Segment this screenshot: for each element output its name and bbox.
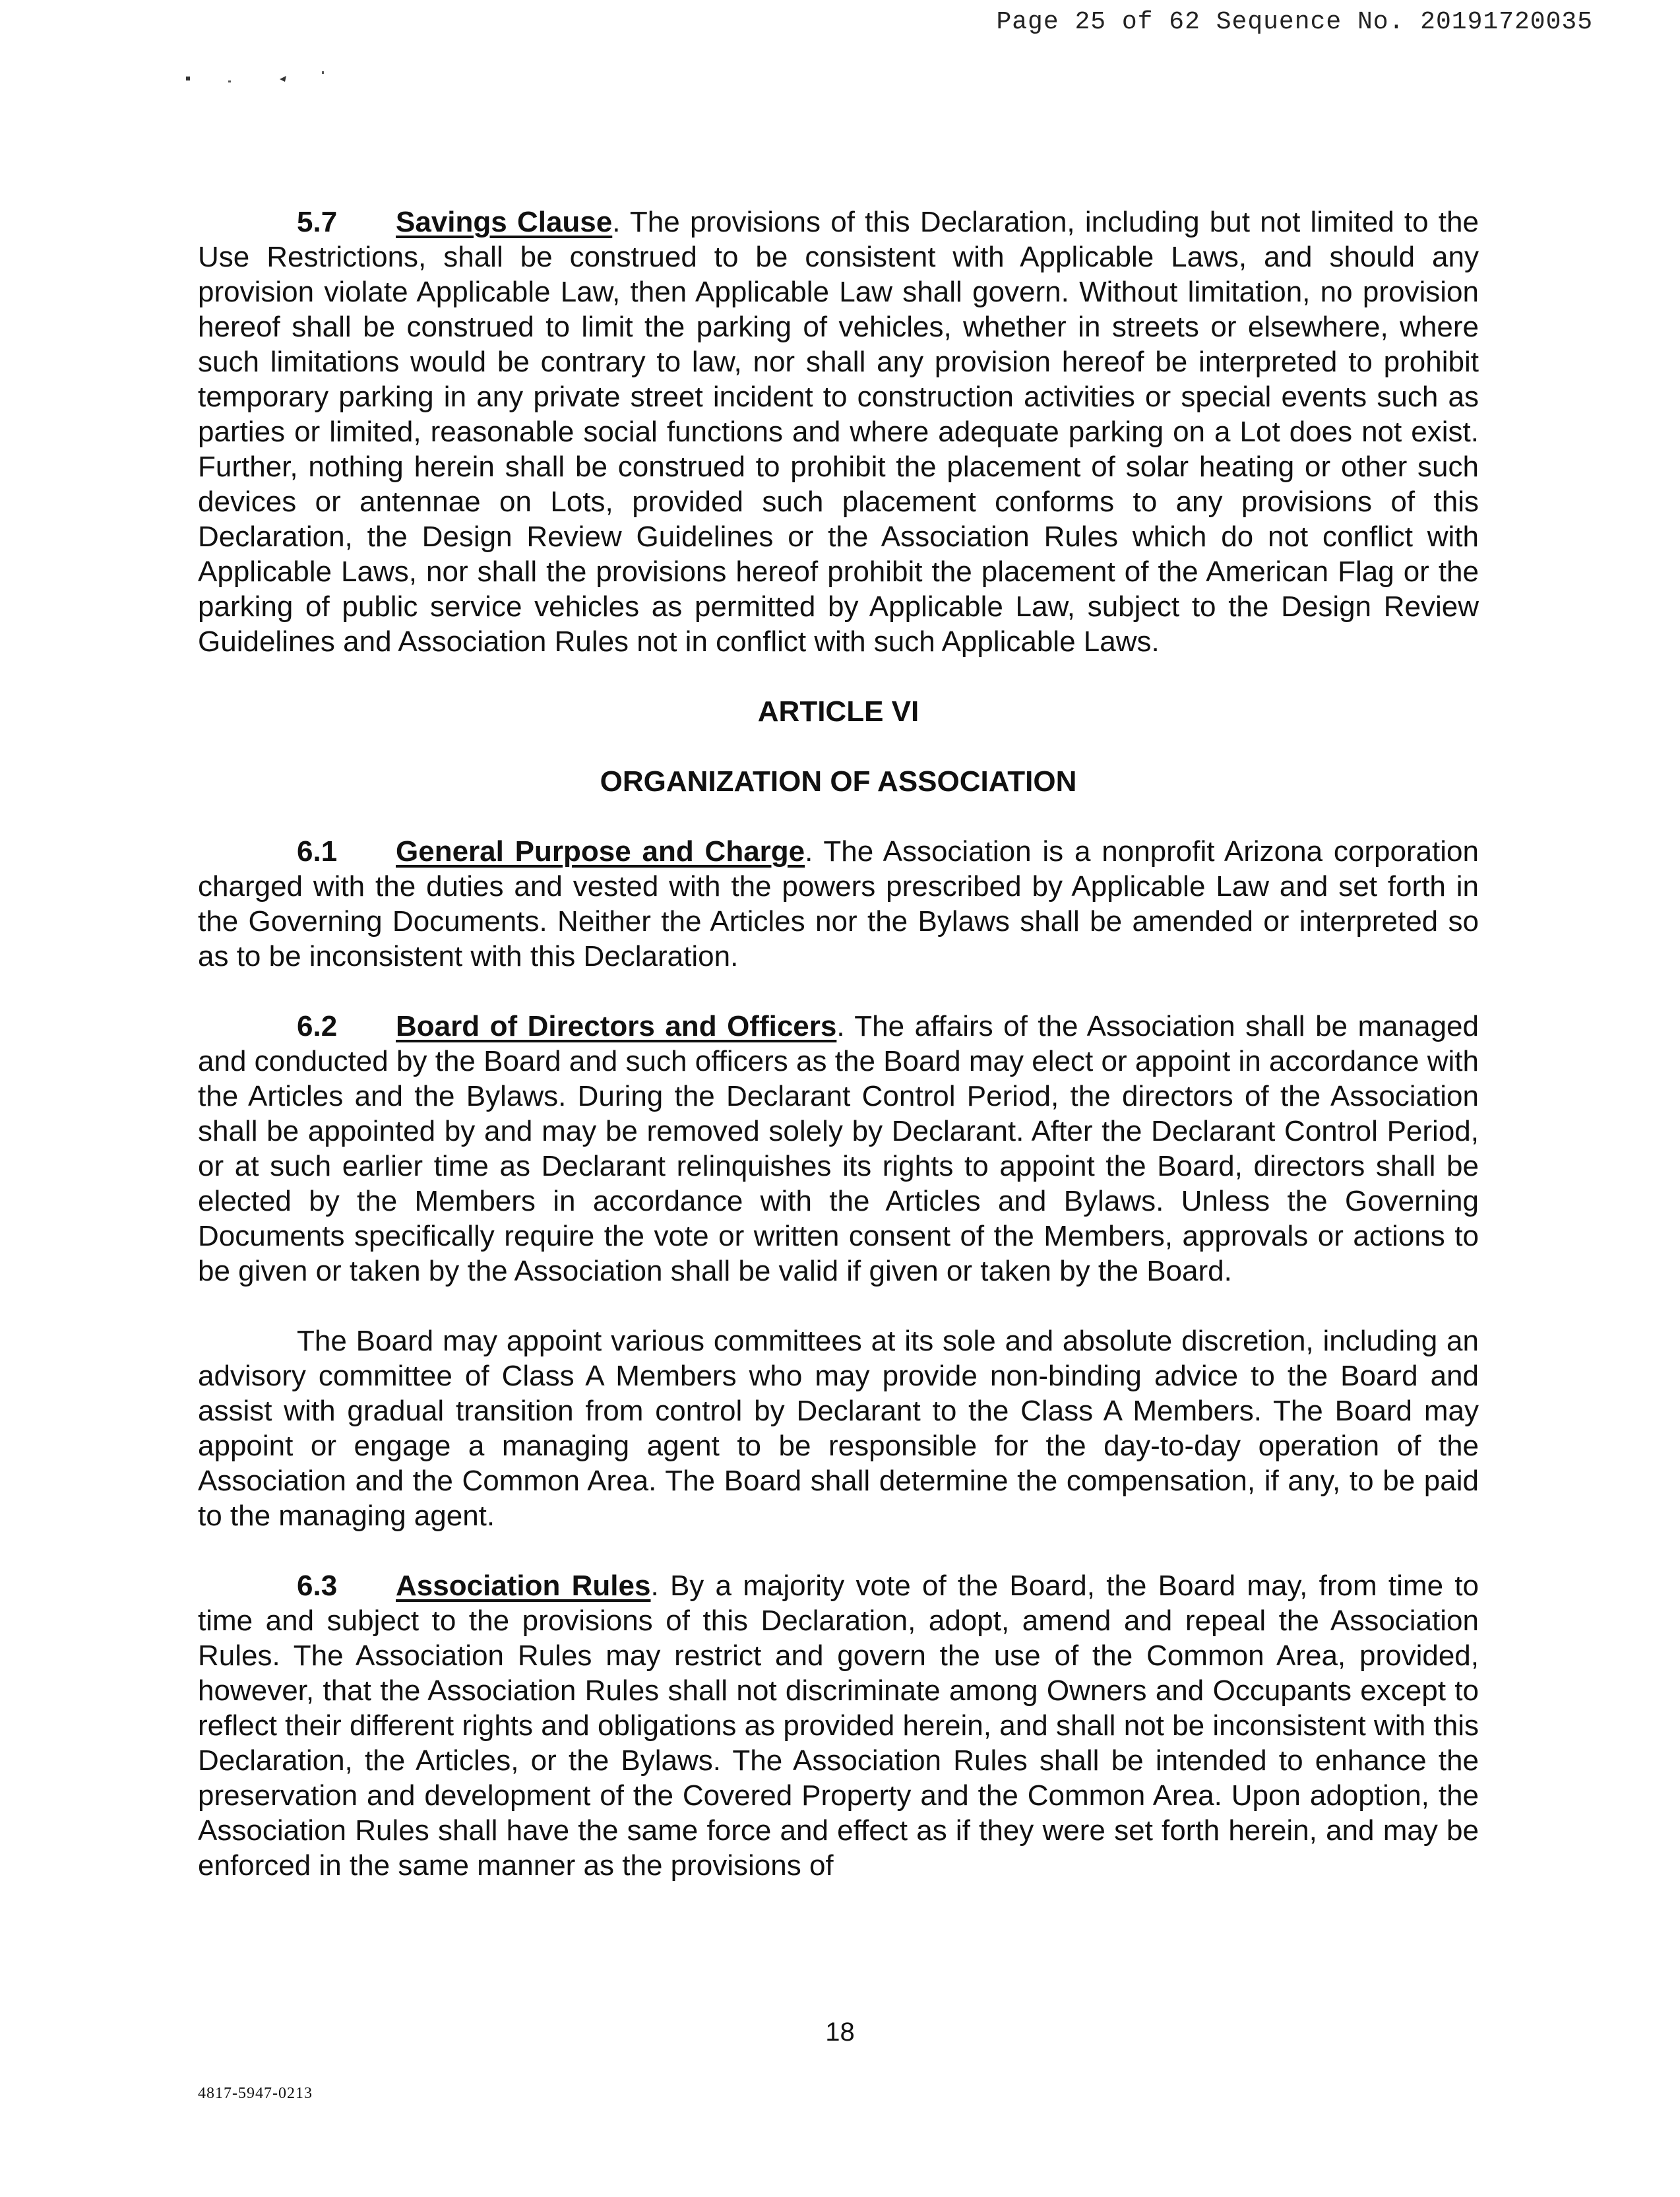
sequence-stamp: Page 25 of 62 Sequence No. 20191720035	[996, 8, 1593, 36]
section-6-1	[198, 834, 1479, 974]
section-heading: Savings Clause	[396, 206, 613, 238]
section-heading: Association Rules	[396, 1570, 651, 1602]
section-text: . The Association is a nonprofit Arizona corporation charged with the duties and vested with the powers prescribed by Applicable Law and set forth in the Governing Documents. Neither the Articles nor the Bylaws shall be amended or interpreted so as to be inconsistent with this Declaration.	[198, 835, 1479, 972]
section-number: 6.2	[297, 1010, 338, 1042]
section-6-2	[198, 1009, 1479, 1289]
document-body	[198, 205, 1479, 1918]
section-text: . The provisions of this Declaration, including but not limited to the Use Restrictions, shall be construed to be consistent with Applicable Laws, and should any provision violate Applicable Law, then Applicable Law shall govern. Without limitation, no provision hereof shall be construed to limit the parking of vehicles, whether in streets or elsewhere, where such limitations would be contrary to law, nor shall any provision hereof be interpreted to prohibit temporary parking in any private street incident to construction activities or special events such as parties or limited, reasonable social functions and where adequate parking on a Lot does not exist. Further, nothing herein shall be construed to prohibit the placement of solar heating or other such devices or antennae on Lots, provided such placement conforms to any provisions of this Declaration, the Design Review Guidelines or the Association Rules which do not conflict with Applicable Laws, nor shall the provisions hereof prohibit the placement of the American Flag or the parking of public service vehicles as permitted by Applicable Law, subject to the Design Review Guidelines and Association Rules not in conflict with such Applicable Laws.	[198, 206, 1479, 658]
section-number: 6.1	[297, 835, 338, 868]
section-number: 5.7	[297, 206, 338, 238]
section-text: . The affairs of the Association shall be managed and conducted by the Board and such officers as the Board may elect or appoint in accordance with the Articles and the Bylaws. During the Declarant Control Period, the directors of the Association shall be appointed by and may be removed solely by Declarant. After the Declarant Control Period, or at such earlier time as Declarant relinquishes its rights to appoint the Board, directors shall be elected by the Members in accordance with the Articles and Bylaws. Unless the Governing Documents specifically require the vote or written consent of the Members, approvals or actions to be given or taken by the Association shall be valid if given or taken by the Board.	[198, 1010, 1479, 1287]
section-5-7	[198, 205, 1479, 659]
article-subtitle: ORGANIZATION OF ASSOCIATION	[600, 765, 1077, 798]
document-id: 4817-5947-0213	[198, 2085, 313, 2102]
section-6-3	[198, 1568, 1479, 1883]
scan-artifact-marks	[186, 67, 344, 87]
section-6-2-continued: The Board may appoint various committees at its sole and absolute discretion, including an advisory committee of Class A Members who may provide non-binding advice to the Board and assist with gradual transition from control by Declarant to the Class A Members. The Board may appoint or engage a managing agent to be responsible for the day-to-day operation of the Association and the Common Area. The Board shall determine the compensation, if any, to be paid to the managing agent.	[198, 1325, 1479, 1532]
section-number: 6.3	[297, 1570, 338, 1602]
section-heading: General Purpose and Charge	[396, 835, 805, 868]
section-text: . By a majority vote of the Board, the Board may, from time to time and subject to the provisions of this Declaration, adopt, amend and repeal the Association Rules. The Association Rules may restrict and govern the use of the Common Area, provided, however, that the Association Rules shall not discriminate among Owners and Occupants except to reflect their different rights and obligations as provided herein, and shall not be inconsistent with this Declaration, the Articles, or the Bylaws. The Association Rules shall be intended to enhance the preservation and development of the Covered Property and the Common Area. Upon adoption, the Association Rules shall have the same force and effect as if they were set forth herein, and may be enforced in the same manner as the provisions of	[198, 1570, 1479, 1882]
article-title: ARTICLE VI	[757, 695, 919, 728]
section-heading: Board of Directors and Officers	[396, 1010, 837, 1042]
page-number: 18	[825, 2018, 855, 2047]
